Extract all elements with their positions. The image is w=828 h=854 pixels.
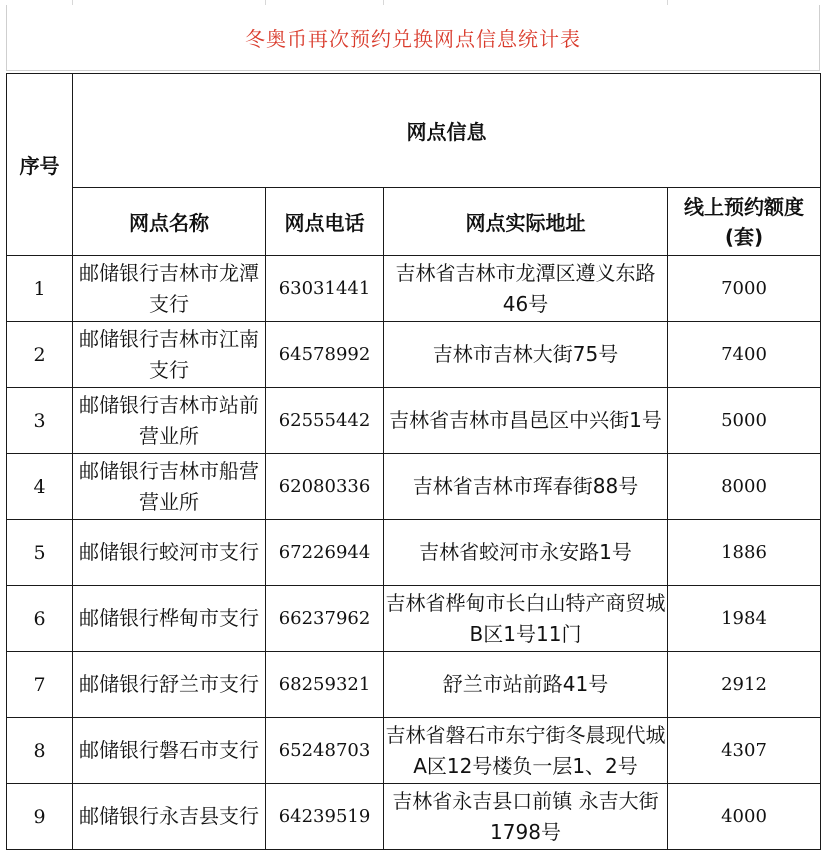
header-quota-line2: (套) <box>724 224 764 249</box>
outlet-quota: 7400 <box>668 322 821 388</box>
outlet-name: 邮储银行永吉县支行 <box>73 784 266 850</box>
outlet-name: 邮储银行吉林市江南支行 <box>73 322 266 388</box>
table-row <box>7 520 821 586</box>
outlet-quota: 1886 <box>668 520 821 586</box>
outlet-quota: 8000 <box>668 454 821 520</box>
outlet-quota: 7000 <box>668 256 821 322</box>
row-index: 8 <box>7 718 73 784</box>
header-outlet-info: 网点信息 <box>73 74 821 188</box>
table-row <box>7 586 821 652</box>
row-index: 6 <box>7 586 73 652</box>
outlet-quota: 2912 <box>668 652 821 718</box>
outlet-name: 邮储银行吉林市龙潭支行 <box>73 256 266 322</box>
outlet-address: 吉林省永吉县口前镇 永吉大街1798号 <box>384 784 668 850</box>
outlet-table <box>6 73 821 850</box>
row-index: 5 <box>7 520 73 586</box>
header-quota <box>668 188 821 256</box>
outlet-name: 邮储银行蛟河市支行 <box>73 520 266 586</box>
outlet-address: 吉林省桦甸市长白山特产商贸城B区1号11门 <box>384 586 668 652</box>
row-index: 3 <box>7 388 73 454</box>
outlet-address: 舒兰市站前路41号 <box>384 652 668 718</box>
row-index: 7 <box>7 652 73 718</box>
outlet-name: 邮储银行吉林市站前营业所 <box>73 388 266 454</box>
outlet-name: 邮储银行磐石市支行 <box>73 718 266 784</box>
table-row <box>7 454 821 520</box>
outlet-address: 吉林省磐石市东宁街冬晨现代城A区12号楼负一层1、2号 <box>384 718 668 784</box>
row-index: 9 <box>7 784 73 850</box>
header-phone: 网点电话 <box>266 188 384 256</box>
outlet-phone: 64239519 <box>266 784 384 850</box>
outlet-address: 吉林市吉林大街75号 <box>384 322 668 388</box>
header-index: 序号 <box>7 74 73 256</box>
outlet-address: 吉林省吉林市昌邑区中兴街1号 <box>384 388 668 454</box>
outlet-quota: 4307 <box>668 718 821 784</box>
outlet-address: 吉林省吉林市珲春街88号 <box>384 454 668 520</box>
header-quota-line1: 线上预约额度 <box>684 194 804 219</box>
outlet-name: 邮储银行吉林市船营营业所 <box>73 454 266 520</box>
row-index: 1 <box>7 256 73 322</box>
outlet-address: 吉林省蛟河市永安路1号 <box>384 520 668 586</box>
outlet-phone: 62555442 <box>266 388 384 454</box>
table-row <box>7 388 821 454</box>
table-row <box>7 256 821 322</box>
header-row-2 <box>7 188 821 256</box>
table-title: 冬奥币再次预约兑换网点信息统计表 <box>245 27 581 51</box>
header-name: 网点名称 <box>73 188 266 256</box>
table-title-box <box>6 5 820 71</box>
outlet-phone: 65248703 <box>266 718 384 784</box>
row-index: 4 <box>7 454 73 520</box>
outlet-phone: 62080336 <box>266 454 384 520</box>
outlet-address: 吉林省吉林市龙潭区遵义东路46号 <box>384 256 668 322</box>
outlet-phone: 68259321 <box>266 652 384 718</box>
outlet-phone: 64578992 <box>266 322 384 388</box>
outlet-quota: 4000 <box>668 784 821 850</box>
outlet-quota: 1984 <box>668 586 821 652</box>
outlet-phone: 66237962 <box>266 586 384 652</box>
table-row <box>7 322 821 388</box>
table-row <box>7 652 821 718</box>
table-row <box>7 718 821 784</box>
outlet-phone: 63031441 <box>266 256 384 322</box>
row-index: 2 <box>7 322 73 388</box>
header-row-1 <box>7 74 821 188</box>
outlet-phone: 67226944 <box>266 520 384 586</box>
table-row <box>7 784 821 850</box>
outlet-name: 邮储银行桦甸市支行 <box>73 586 266 652</box>
header-address: 网点实际地址 <box>384 188 668 256</box>
outlet-quota: 5000 <box>668 388 821 454</box>
outlet-name: 邮储银行舒兰市支行 <box>73 652 266 718</box>
